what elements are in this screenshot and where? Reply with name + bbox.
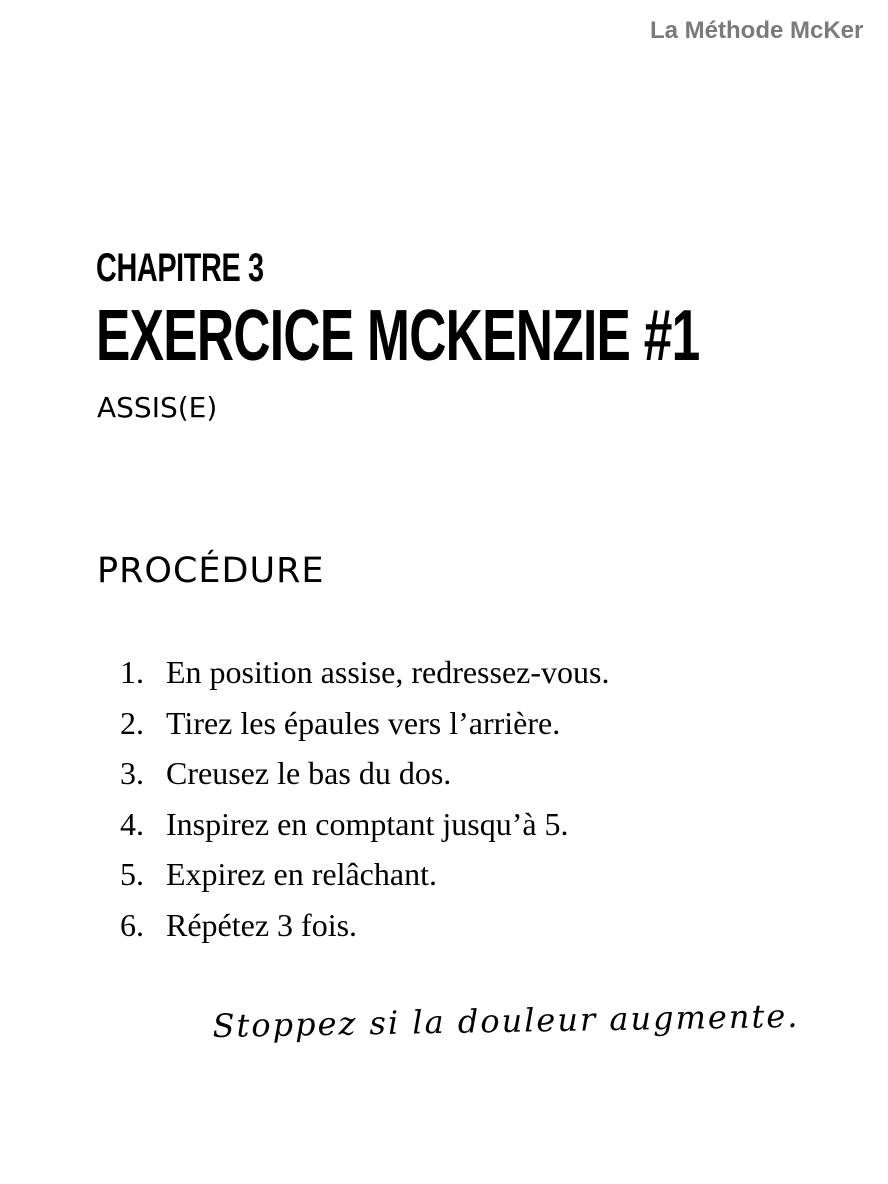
list-item <box>120 900 609 951</box>
list-item <box>120 748 609 799</box>
step-text: Répétez 3 fois. <box>166 906 358 943</box>
step-text: Creusez le bas du dos. <box>166 755 452 791</box>
chapter-label: CHAPITRE 3 <box>96 246 264 290</box>
step-number: 1. <box>120 654 144 690</box>
exercise-title: EXERCICE MCKENZIE #1 <box>96 296 700 376</box>
warning-note: Stoppez si la douleur augmente. <box>212 996 800 1045</box>
list-item <box>120 698 609 749</box>
step-text: Tirez les épaules vers l’arrière. <box>166 704 561 741</box>
running-header: La Méthode McKer <box>650 17 864 44</box>
step-number: 2. <box>120 704 144 741</box>
step-text: En position assise, redressez-vous. <box>166 654 610 690</box>
step-text: Inspirez en comptant jusqu’à 5. <box>166 805 569 842</box>
step-number: 5. <box>120 856 144 892</box>
step-number: 4. <box>120 805 144 842</box>
position-label: ASSIS(E) <box>97 391 218 424</box>
list-item <box>120 647 609 698</box>
step-number: 3. <box>120 755 144 791</box>
procedure-heading: PROCÉDURE <box>97 551 325 591</box>
step-number: 6. <box>120 906 144 943</box>
procedure-steps <box>120 647 609 950</box>
list-item <box>120 799 609 850</box>
list-item <box>120 849 609 900</box>
step-text: Expirez en relâchant. <box>166 856 437 892</box>
